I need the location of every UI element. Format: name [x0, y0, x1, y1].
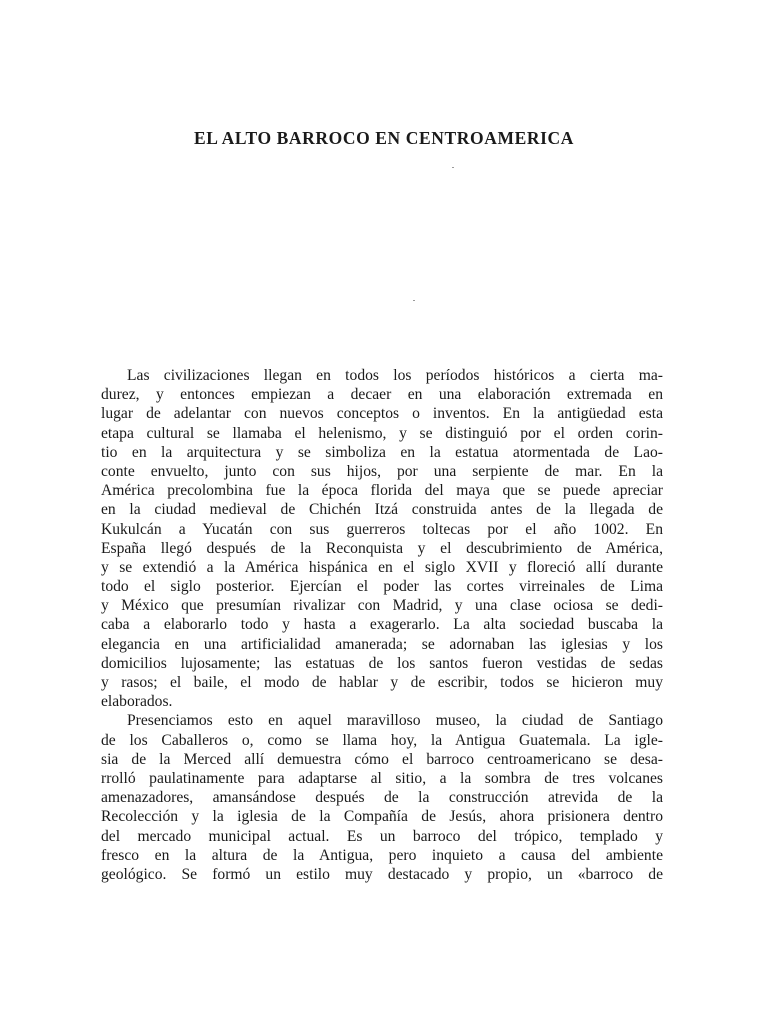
text-line: todo el siglo posterior. Ejercían el poder las cortes virreinales de Lima — [101, 578, 663, 596]
text-line: tio en la arquitectura y se simboliza en la estatua atormentada de Lao- — [101, 443, 663, 461]
text-line: América precolombina fue la época florida del maya que se puede apreciar — [101, 482, 663, 500]
page-title: EL ALTO BARROCO EN CENTROAMERICA — [194, 127, 574, 148]
paragraph-2 — [101, 711, 663, 884]
text-line: y rasos; el baile, el modo de hablar y de escribir, todos se hicieron muy — [101, 674, 663, 691]
text-line: caba a elaborarlo todo y hasta a exagerarlo. La alta sociedad buscaba la — [101, 616, 663, 634]
text-line: rrolló paulatinamente para adaptarse al sitio, a la sombra de tres volcanes — [101, 769, 663, 787]
text-line: geológico. Se formó un estilo muy destacado y propio, un «barroco de — [101, 865, 663, 883]
text-line: Las civilizaciones llegan en todos los períodos históricos a cierta ma- — [127, 367, 663, 384]
text-line: en la ciudad medieval de Chichén Itzá construida antes de la llegada de — [101, 501, 663, 519]
text-line: sia de la Merced allí demuestra cómo el barroco centroamericano se desa- — [101, 750, 663, 768]
text-line: domicilios lujosamente; las estatuas de los santos fueron vestidas de sedas — [101, 654, 663, 672]
text-line: elegancia en una artificialidad amanerada; se adornaban las iglesias y los — [101, 635, 663, 653]
text-line: y se extendió a la América hispánica en el siglo XVII y floreció allí durante — [101, 558, 663, 576]
text-line: fresco en la altura de la Antigua, pero inquieto a causa del ambiente — [101, 846, 663, 864]
text-line: elaborados. — [101, 693, 173, 711]
text-line: durez, y entonces empiezan a decaer en una elaboración extremada en — [101, 386, 663, 404]
text-line: y México que presumían rivalizar con Madrid, y una clase ociosa se dedi- — [101, 597, 663, 615]
text-line: lugar de adelantar con nuevos conceptos o inventos. En la antigüedad esta — [101, 405, 663, 423]
text-line: conte envuelto, junto con sus hijos, por una serpiente de mar. En la — [101, 462, 663, 480]
text-line: amenazadores, amansándose después de la construcción atrevida de la — [101, 789, 663, 807]
text-line: España llegó después de la Reconquista y el descubrimiento de América, — [101, 539, 663, 557]
text-line: etapa cultural se llamaba el helenismo, y se distinguió por el orden corin- — [101, 424, 663, 442]
scan-speck — [413, 300, 415, 301]
scan-speck — [452, 167, 454, 168]
text-line: Presenciamos esto en aquel maravilloso museo, la ciudad de Santiago — [127, 712, 663, 730]
text-line: Recolección y la iglesia de la Compañía de Jesús, ahora prisionera dentro — [101, 808, 663, 826]
text-line: Kukulcán a Yucatán con sus guerreros toltecas por el año 1002. En — [101, 520, 663, 538]
text-line: de los Caballeros o, como se llama hoy, la Antigua Guatemala. La igle- — [101, 731, 663, 749]
text-line: del mercado municipal actual. Es un barroco del trópico, templado y — [101, 827, 663, 845]
body-text — [101, 366, 663, 884]
paragraph-1 — [101, 366, 663, 711]
